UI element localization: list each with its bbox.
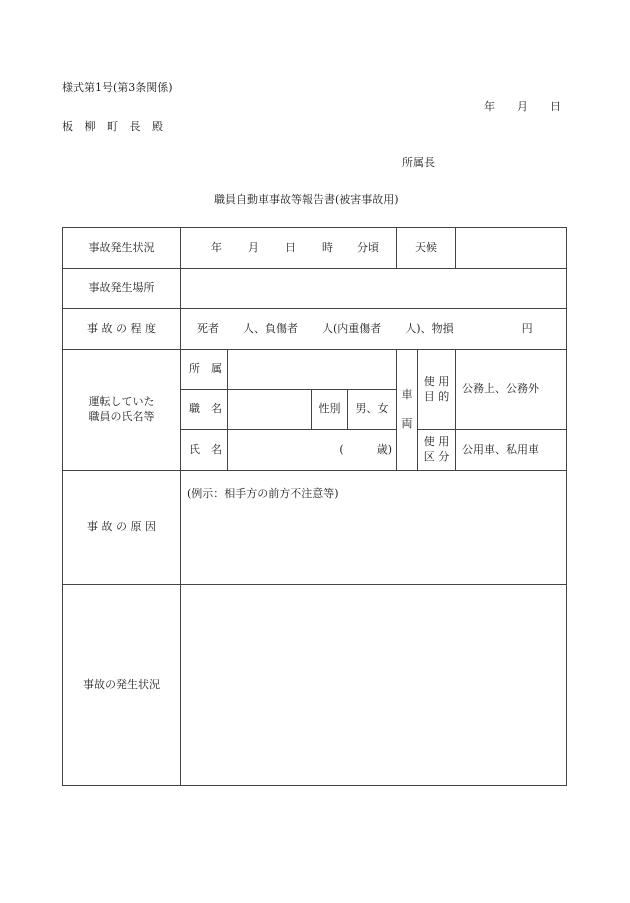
cause-example: (例示：相手方の前方不注意等): [187, 487, 339, 500]
affiliation-field[interactable]: [228, 350, 397, 390]
cause-row: [63, 471, 567, 585]
place-row: [63, 269, 567, 309]
detail-label: 事故の発生状況: [63, 585, 181, 786]
gender-options[interactable]: 男、女: [348, 390, 397, 430]
yen-label: 円: [521, 321, 533, 335]
cause-label: 事 故 の 原 因: [63, 471, 181, 585]
driver-row-affiliation: [63, 350, 567, 390]
form-number: 様式第1号(第3条関係): [62, 81, 173, 94]
driver-label-line1: 運転していた: [88, 395, 155, 409]
extent-field[interactable]: [181, 309, 567, 350]
vehicle-label-char1: 車: [401, 388, 413, 402]
minute-label: 分頃: [357, 240, 379, 254]
purpose-label-line2: 目 的: [423, 389, 450, 403]
report-form-table: [62, 227, 567, 786]
name-label: 氏 名: [181, 430, 228, 471]
category-label: [418, 430, 456, 471]
extent-row: [63, 309, 567, 350]
month-label: 月: [248, 240, 259, 254]
detail-field[interactable]: [181, 585, 567, 786]
detail-row: [63, 585, 567, 786]
occurrence-datetime-field[interactable]: [181, 228, 397, 269]
name-field[interactable]: [228, 430, 397, 471]
occurrence-label: 事故発生状況: [63, 228, 181, 269]
driver-label-line2: 職員の氏名等: [88, 410, 155, 423]
category-label-line1: 使 用: [423, 435, 450, 449]
addressee: 板 柳 町 長 殿: [62, 120, 167, 133]
place-label: 事故発生場所: [63, 269, 181, 309]
gender-label: 性別: [312, 390, 348, 430]
job-title-field[interactable]: [228, 390, 312, 430]
serious-label: 人(内重傷者: [322, 321, 382, 335]
purpose-options[interactable]: 公務上、公務外: [456, 350, 567, 430]
cause-field[interactable]: [181, 471, 567, 585]
category-label-line2: 区 分: [423, 450, 450, 463]
dead-label: 死者: [197, 321, 219, 335]
vehicle-label: [397, 350, 418, 471]
year-label: 年: [211, 240, 222, 254]
affiliation-head: 所属長: [402, 156, 435, 169]
weather-label: 天候: [397, 228, 456, 269]
purpose-label: [418, 350, 456, 430]
extent-label: 事 故 の 程 度: [63, 309, 181, 350]
occurrence-row: [63, 228, 567, 269]
form-title: 職員自動車事故等報告書(被害事故用): [214, 193, 399, 206]
age-field[interactable]: ( 歳): [339, 442, 393, 456]
job-title-label: 職 名: [181, 390, 228, 430]
affiliation-label: 所 属: [181, 350, 228, 390]
purpose-label-line1: 使 用: [423, 374, 450, 388]
day-label: 日: [285, 240, 296, 254]
driver-label: [63, 350, 181, 471]
property-label: 人)、物損: [405, 321, 454, 335]
weather-field[interactable]: [456, 228, 567, 269]
hour-label: 時: [322, 240, 333, 254]
place-field[interactable]: [181, 269, 567, 309]
injured-label: 人、負傷者: [243, 321, 298, 335]
vehicle-label-char2: 両: [401, 417, 413, 430]
category-options[interactable]: 公用車、私用車: [456, 430, 567, 471]
date-line: 年 月 日: [484, 100, 561, 113]
